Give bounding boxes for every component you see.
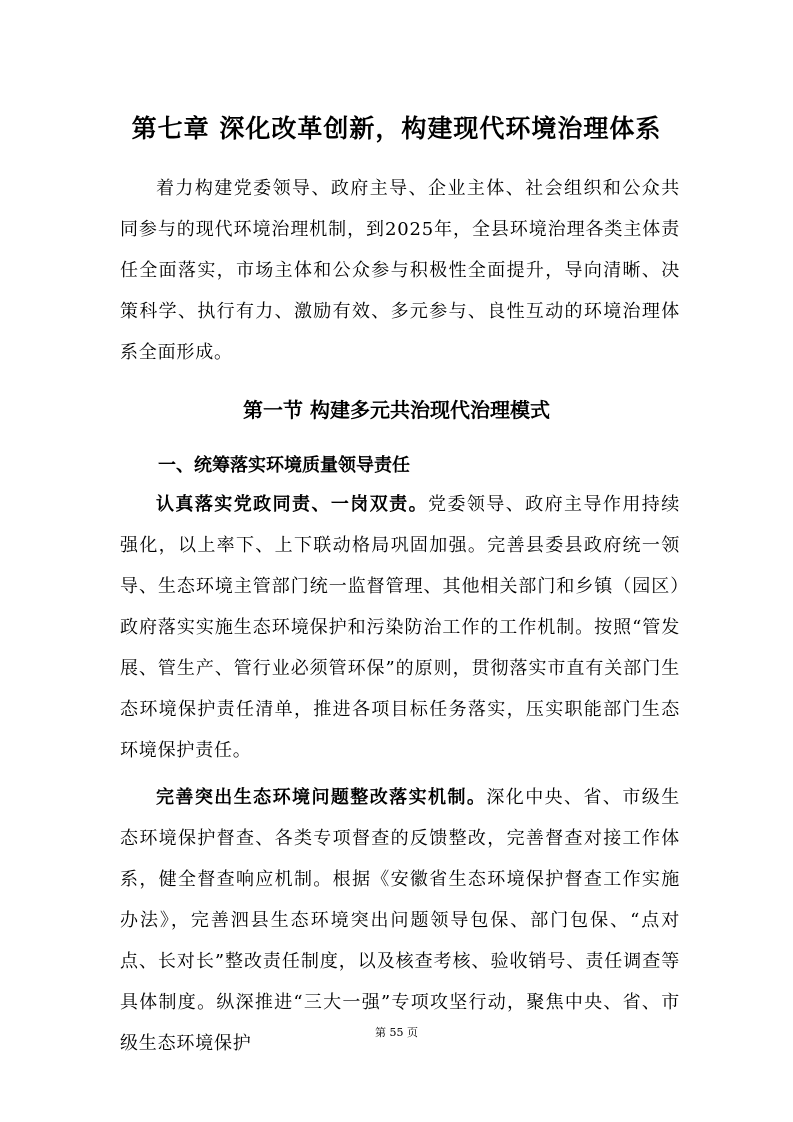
body-paragraph [120, 484, 680, 771]
paragraph-body: 深化中央、省、市级生态环境保护督查、各类专项督查的反馈整改，完善督查对接工作体系，健全督查响应机制。根据《安徽省生态环境保护督查工作实施办法》，完善泗县生态环境突出问题领导包保、部门包保、“点对点、长对长”整改责任制度，以及核查考核、验收销号、责任调查等具体制度。纵深推进“三大一强”专项攻坚行动，聚焦中央、省、市级生态环境保护 [120, 787, 681, 1054]
paragraph-lead: 完善突出生态环境问题整改落实机制。 [156, 787, 487, 808]
paragraph-body: 党委领导、政府主导作用持续强化，以上率下、上下联动格局巩固加强。完善县委县政府统一领导、生态环境主管部门统一监督管理、其他相关部门和乡镇（园区）政府落实实施生态环境保护和污染防治工作的工作机制。按照“管发展、管生产、管行业必须管环保”的原则，贯彻落实市直有关部门生态环境保护责任清单，推进各项目标任务落实，压实职能部门生态环境保护责任。 [120, 494, 680, 761]
body-paragraph [120, 777, 680, 1064]
section-title: 第一节 构建多元共治现代治理模式 [243, 398, 550, 422]
paragraph-lead: 认真落实党政同责、一岗双责。 [156, 494, 429, 515]
page-number: 第 55 页 [375, 1026, 418, 1039]
subsection-title: 一、统筹落实环境质量领导责任 [158, 455, 410, 476]
intro-paragraph: 着力构建党委领导、政府主导、企业主体、社会组织和公众共同参与的现代环境治理机制，到2025年，全县环境治理各类主体责任全面落实，市场主体和公众参与积极性全面提升，导向清晰、决策科学、执行有力、激励有效、多元参与、良性互动的环境治理体系全面形成。 [120, 178, 680, 363]
chapter-title: 第七章 深化改革创新，构建现代环境治理体系 [131, 114, 662, 143]
